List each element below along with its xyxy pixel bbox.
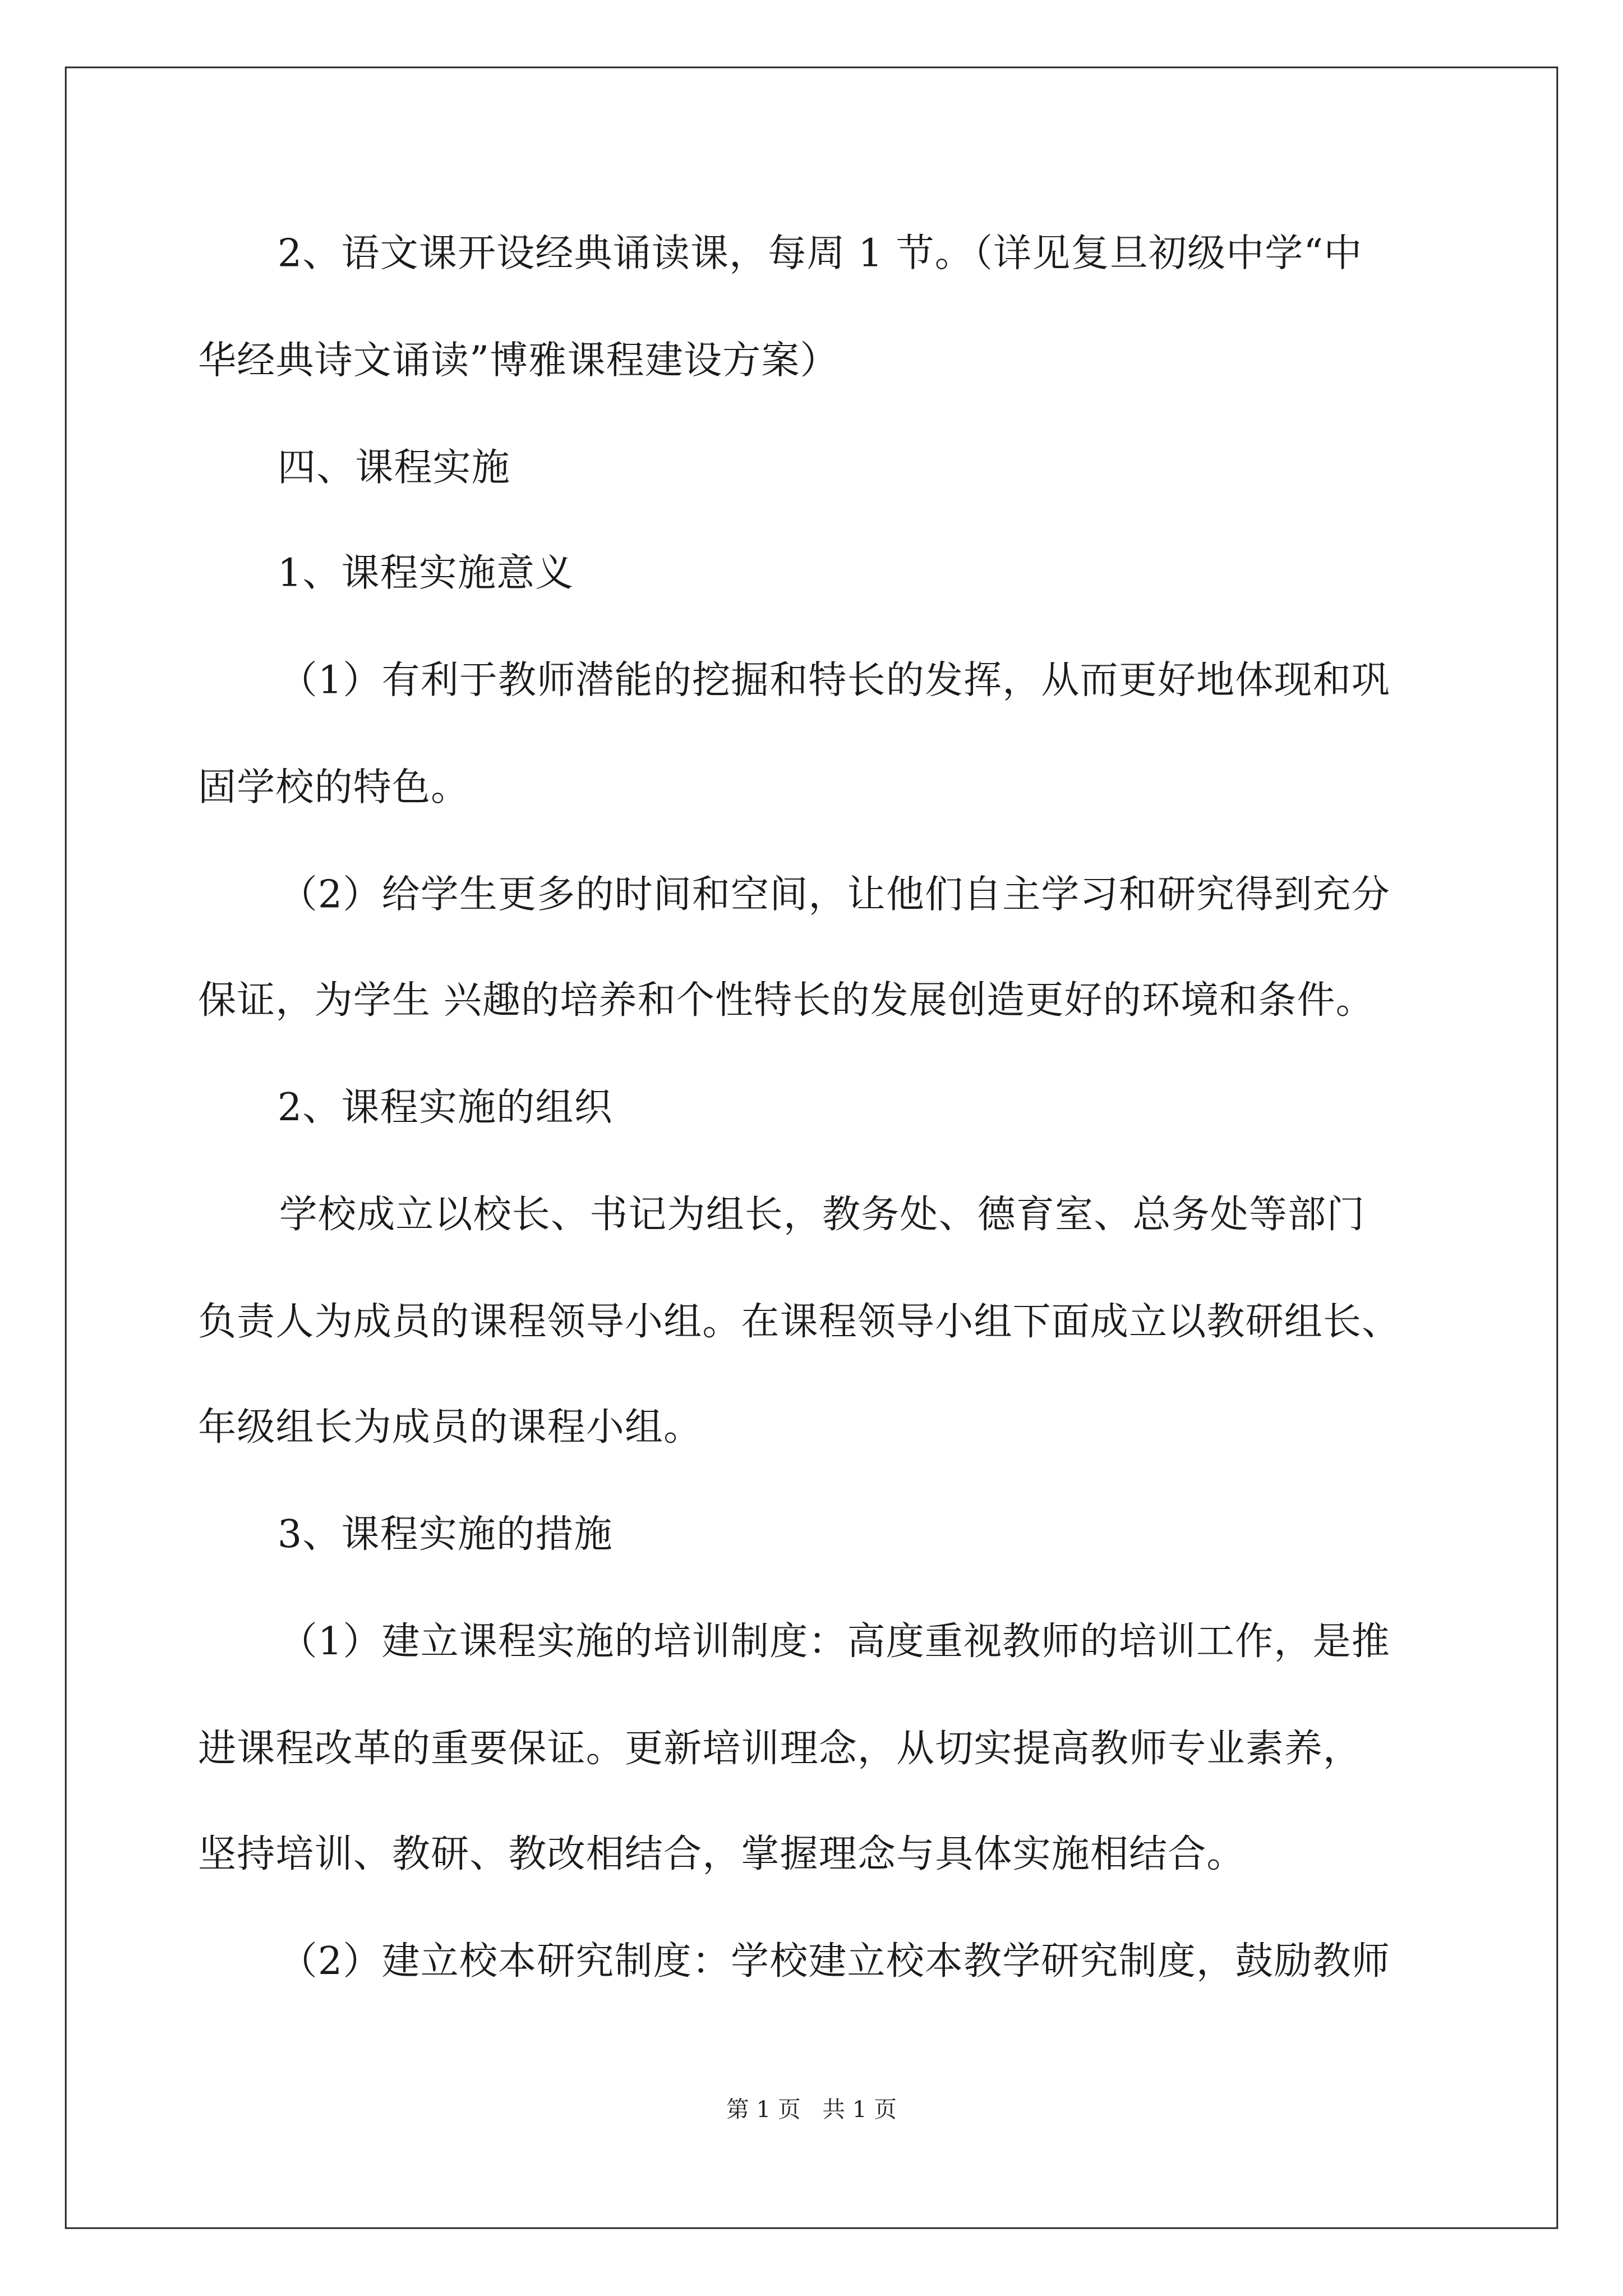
subsection-heading: 2、课程实施的组织 [277, 1084, 613, 1130]
text-line: 年级组长为成员的课程小组。 [198, 1404, 703, 1450]
subsection-heading: 1、课程实施意义 [277, 550, 574, 596]
text-line: 进课程改革的重要保证。更新培训理念，从切实提高教师专业素养， [198, 1726, 1362, 1772]
text-line: 学校成立以校长、书记为组长，教务处、德育室、总务处等部门 [279, 1191, 1366, 1237]
text-line: 2、语文课开设经典诵读课，每周 1 节。（详见复旦初级中学“中 [277, 230, 1363, 276]
text-line: （2）建立校本研究制度：学校建立校本教学研究制度，鼓励教师 [279, 1938, 1390, 1984]
text-line: （2）给学生更多的时间和空间，让他们自主学习和研究得到充分 [279, 872, 1390, 918]
page-border [65, 67, 1558, 2229]
text-line: 华经典诗文诵读”博雅课程建设方案） [198, 337, 839, 383]
text-line: 坚持培训、教研、教改相结合，掌握理念与具体实施相结合。 [198, 1831, 1246, 1877]
text-line: 负责人为成员的课程领导小组。在课程领导小组下面成立以教研组长、 [198, 1299, 1401, 1345]
page-footer: 第 1 页 共 1 页 [726, 2097, 897, 2124]
text-line: 保证，为学生 兴趣的培养和个性特长的发展创造更好的环境和条件。 [198, 977, 1375, 1023]
text-line: （1）建立课程实施的培训制度：高度重视教师的培训工作，是推 [279, 1618, 1390, 1664]
text-line: （1）有利于教师潜能的挖掘和特长的发挥，从而更好地体现和巩 [279, 657, 1390, 703]
section-heading: 四、课程实施 [277, 444, 510, 490]
text-line: 固学校的特色。 [198, 765, 470, 811]
subsection-heading: 3、课程实施的措施 [277, 1511, 613, 1557]
